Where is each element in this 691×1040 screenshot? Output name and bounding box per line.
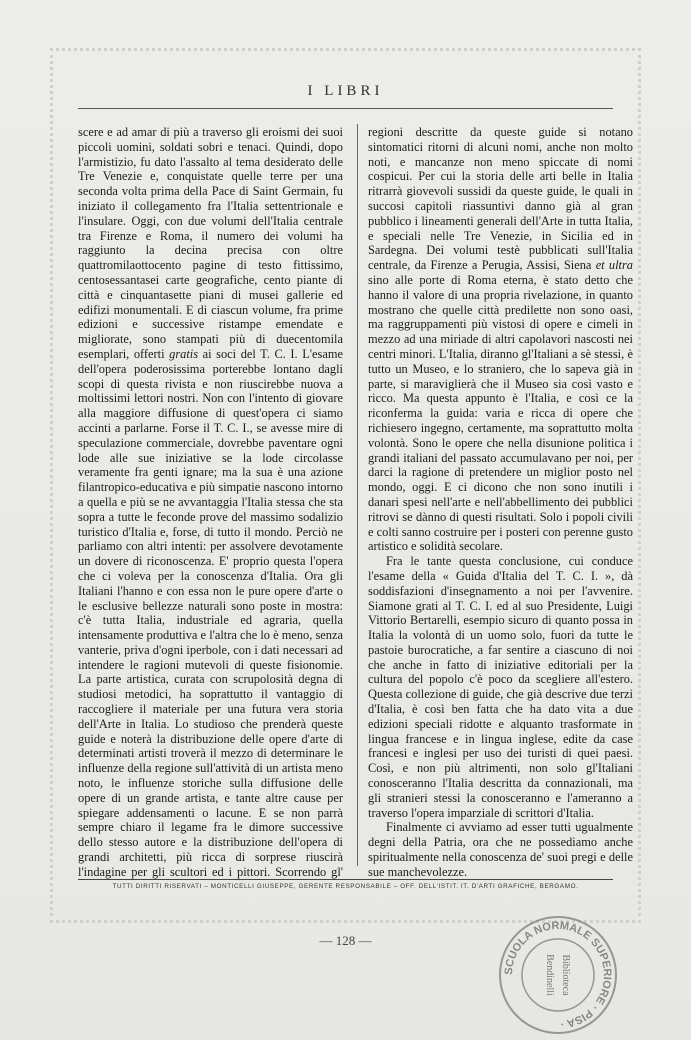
running-header: I LIBRI (307, 83, 384, 99)
stamp-ring-text: SCUOLA NORMALE SUPERIORE · PISA · (502, 919, 614, 1030)
stamp-line-1: Biblioteca (560, 954, 571, 996)
header-rule (78, 108, 613, 109)
column-right (368, 125, 633, 880)
column-left (78, 125, 343, 880)
library-stamp (493, 910, 623, 1040)
svg-text:SCUOLA NORMALE SUPERIORE · PIS (503, 920, 613, 1030)
paragraph: regioni descritte da queste guide si notano sintomatici ritorni di alcuni nomi, anche non molto noti, e mancanze non meno spiccate di nomi cospicui. Per cui la storia delle arti belle in Italia ritrarrà giovevoli sussidi da queste guide, le quali in succosi capitoli riassuntivi danno già al gran pubblico i lineamenti generali dell'Arte in tutta Italia, e speciali nelle Tre Venezie, in Sicilia ed in Sardegna. Dei volumi testè pubblicati sull'Italia centrale, da Firenze a Perugia, Assisi, Siena et ultra sino alle porte di Roma eterna, è stato detto che hanno il valore di una propria rivelazione, in quanto mostrano che quelle città predilette non sono oasi, ma raggruppamenti più vistosi di opere e cimeli in mezzo ad una miriade di altri capolavori nascosti nei centri minori. L'Italia, diranno gl'Italiani a sè stessi, è tutto un Museo, e lo straniero, che lo sapeva già in parte, si maraviglierà che il Museo sia così vasto e ricco. Ma questa appunto è l'Italia, e così ce la riconferma la guida: varia e ricca di opere che richiesero ingegno, certamente, ma soprattutto molta volontà. Sono le opere che nella disunione politica i grandi italiani del passato accumulavano per noi, per darci la ragione di pretendere un miglior posto nel mondo, oggi. E ci dicono che non sono inutili i danari spesi nell'arte e nell'abbellimento dei pubblici ritrovi se dànno di questi risultati. Solo i popoli civili e colti sanno costruire per i posteri con perenne gusto artistico e solidità secolare. (368, 125, 633, 554)
stamp-line-2: Bendinelli (544, 954, 555, 996)
page-number: — 128 — (319, 933, 372, 948)
paragraph: Fra le tante questa conclusione, cui conduce l'esame della « Guida d'Italia del T. C. I. », dà soddisfazioni d'insegnamento a noi per l'avvenire. Siamone grati al T. C. I. ed al suo Presidente, Luigi Vittorio Bertarelli, esempio sicuro di quanto possa in Italia la volontà di un uomo solo, fuori da tutte le pastoie burocratiche, a far sentire a ciascuno di noi che anche in fatto di iniziative editoriali per la cultura del popolo c'è poco da scegliere all'estero. Questa collezione di guide, che già descrive due terzi d'Italia, è così ben fatta che ha dato vita a due edizioni speciali ridotte e alquanto trasformate in lingua francese e in lingua inglese, edite da case francesi e inglesi per uso dei turisti di quei paesi. Così, e non più altrimenti, non solo gl'Italiani conosceranno l'Italia descritta da connazionali, ma gli stranieri stessi la conosceranno e l'ameranno a traverso l'opera imparziale di scrittori d'Italia. (368, 554, 633, 820)
paragraph: Finalmente ci avviamo ad esser tutti ugualmente degni della Patria, ora che ne possediamo anche spiritualmente nella conoscenza de' suoi pregi e delle sue manchevolezze. (368, 820, 633, 879)
paragraph: scere e ad amar di più a traverso gli eroismi dei suoi piccoli uomini, soldati sobri e tenaci. Quindi, dopo l'armistizio, fu dato l'assalto al tema desiderato delle Tre Venezie e, conquistate quelle terre per una seconda volta prima della Pace di Saint Germain, fu iniziato il collegamento fra l'Italia settentrionale e l'insulare. Oggi, con due volumi dell'Italia centrale tra Firenze e Roma, il numero dei volumi ha raggiunto la decina precisa con oltre quattromilaottocento pagine di testo fittissimo, centosessantasei carte geografiche, cento piante di città e cinquantasette piani di musei gallerie ed edifizi monumentali. E di ciascun volume, fra prime edizioni e successive ristampe emendate e migliorate, sono stampati più di duecentomila esemplari, offerti gratis ai soci del T. C. I. L'esame dell'opera poderosissima porterebbe lontano dagli scopi di questa rivista e non riuscirebbe nuova a moltissimi lettori nostri. Non con l'intento di giovare alla maggiore diffusione di quest'opera ci siamo accinti a parlarne. Forse il T. C. I., se avesse mire di speculazione commerciale, dovrebbe paventare ogni lode alle sue iniziative se la lode circolasse veramente fra genti ignare; ma la sua è una azione filantropico-educativa e più simpatie nascono intorno a quella e più se ne avvantaggia l'Italia stessa che sta sopra a tutte le feconde prove del massimo sodalizio turistico d'Italia e, forse, di tutto il mondo. Perciò ne parliamo con altri intenti: per assolvere devotamente un dovere di riconoscenza. E' proprio questa l'opera che ci voleva per la conoscenza d'Italia. Ora gli Italiani l'hanno e con essa non le pure opere d'arte o le esclusive bellezze naturali sono poste in mostra: c'è tutta Italia, industriale ed agraria, quella intensamente produttiva e l'altra che lo è meno, senza vanterie, priva d'ogni iperbole, con i dati necessari ad intendere le ragioni mutevoli di queste fisionomie. La parte artistica, curata con scrupolosità degna di studiosi metodici, ha soprattutto il vantaggio di raccogliere il materiale per una futura vera storia dell'Arte in Italia. Lo studioso che prenderà queste guide e noterà la distribuzione delle opere d'arte di determinati artisti troverà il mezzo di determinare le influenze della regione sull'attività di un artista meno noto, le influenze storiche sulla diffusione delle opere di un grande artista, e tante altre cause per spiegare addensamenti o lacune. E se non parrà sempre chiaro il legame fra le dimore successive dello stesso autore e la distribuzione dell'opera di grandi architetti, più ricca di sorprese riuscirà l'indagine per gli scultori ed i pittori. Scorrendo gl' (78, 125, 343, 879)
imprint-line: TUTTI DIRITTI RISERVATI – MONTICELLI GIUSEPPE, GERENTE RESPONSABILE – OFF. DELL'ISTIT. IT. D'ARTI GRAFICHE, BERGAMO. (112, 883, 579, 890)
footer-rule (78, 879, 613, 880)
column-divider (357, 124, 358, 866)
